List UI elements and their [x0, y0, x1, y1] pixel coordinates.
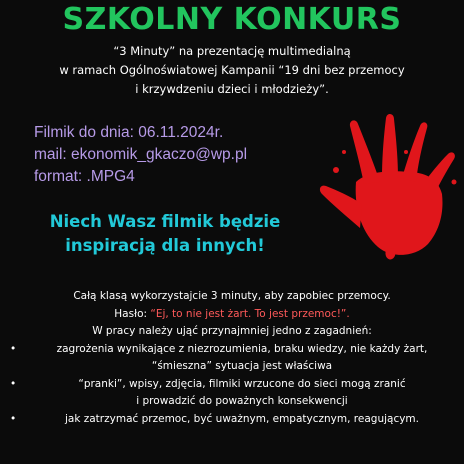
- page-title: SZKOLNY KONKURS: [62, 2, 402, 37]
- slogan-line: [0, 306, 464, 324]
- intro-line-2: w ramach Ogólnoświatowej Kampanii “19 dni bez przemocy: [59, 63, 405, 77]
- intro-line-3: i krzywdzeniu dzieci i młodzieży”.: [135, 82, 329, 96]
- deadline-text: Filmik do dnia: 06.11.2024r.: [34, 124, 224, 141]
- list-item: [0, 341, 464, 376]
- call-to-action: [20, 210, 310, 258]
- cta-line-2: inspiracją dla innych!: [65, 236, 265, 255]
- instructions: [0, 288, 464, 428]
- bullet: •: [10, 377, 17, 390]
- topic-2-line-2: i prowadzić do poważnych konsekwencji: [136, 395, 348, 407]
- instructions-line-3: W pracy należy ująć przynajmniej jedno z zagadnień:: [92, 325, 372, 337]
- topics-list: [0, 341, 464, 429]
- topic-3-line-1: jak zatrzymać przemoc, być uważnym, empatycznym, reagującym.: [64, 412, 420, 425]
- cta-line-1: Niech Wasz filmik będzie: [49, 212, 281, 231]
- list-item: [0, 376, 464, 411]
- format-text: format: .MPG4: [34, 168, 135, 185]
- contest-details: [34, 122, 247, 188]
- slogan-text: “Ej, to nie jest żart. To jest przemoc!”.: [150, 307, 350, 320]
- intro-text: [20, 42, 444, 99]
- list-item: [0, 411, 464, 429]
- slogan-label: Hasło:: [114, 307, 151, 320]
- instructions-line-1: Całą klasą wykorzystajcie 3 minuty, aby zapobiec przemocy.: [73, 290, 391, 302]
- bullet: •: [10, 342, 17, 355]
- bullet: •: [10, 412, 17, 425]
- red-handprint-icon: [316, 112, 462, 262]
- topic-2-line-1: “pranki”, wpisy, zdjęcia, filmiki wrzucone do sieci mogą zranić: [78, 377, 406, 390]
- topic-1-line-1: zagrożenia wynikające z niezrozumienia, braku wiedzy, nie każdy żart,: [56, 342, 428, 355]
- mail-text: mail: ekonomik_gkaczo@wp.pl: [34, 146, 248, 163]
- intro-line-1: “3 Minuty” na prezentację multimedialną: [113, 44, 351, 58]
- topic-1-line-2: “śmieszna” sytuacja jest właściwa: [151, 360, 333, 372]
